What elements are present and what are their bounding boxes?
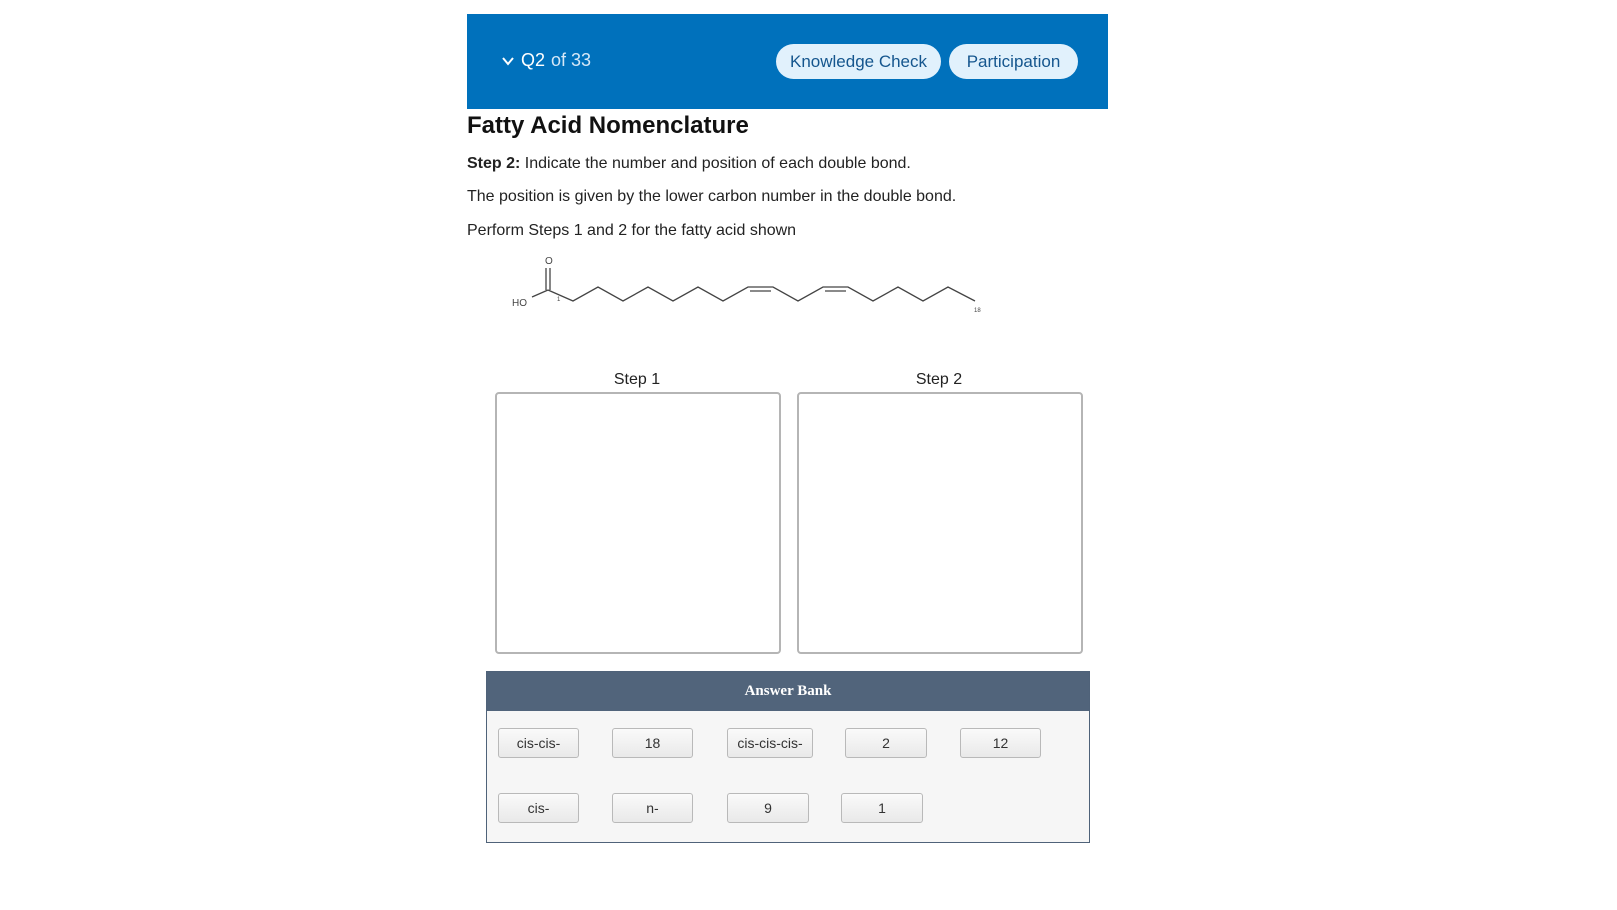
step-2-label: Step 2 xyxy=(915,371,963,388)
answer-bank xyxy=(486,671,1090,843)
fatty-acid-structure xyxy=(500,250,1000,325)
perform-instruction: Perform Steps 1 and 2 for the fatty acid shown xyxy=(467,222,797,239)
answer-chip-cis[interactable]: cis- xyxy=(498,793,579,823)
carbon-1-label: 1 xyxy=(557,297,561,303)
answer-chip-12[interactable]: 12 xyxy=(960,728,1041,758)
step-1-dropzone[interactable] xyxy=(495,392,781,654)
step-2-dropzone[interactable] xyxy=(797,392,1083,654)
answer-bank-title: Answer Bank xyxy=(487,672,1089,711)
step-instruction xyxy=(467,155,911,173)
position-note: The position is given by the lower carbon number in the double bond. xyxy=(467,188,957,205)
step-text: Indicate the number and position of each double bond. xyxy=(520,155,911,172)
answer-chip-9[interactable]: 9 xyxy=(727,793,809,823)
answer-chip-cis-cis-cis[interactable]: cis-cis-cis- xyxy=(727,728,813,758)
question-navigator[interactable] xyxy=(501,50,591,71)
hydroxyl-label: HO xyxy=(512,298,527,309)
carbon-18-label: 18 xyxy=(974,308,981,314)
answer-chip-2[interactable]: 2 xyxy=(845,728,927,758)
question-current: Q2 xyxy=(521,50,546,70)
chevron-down-icon xyxy=(501,54,515,68)
step-1-label: Step 1 xyxy=(613,371,661,388)
participation-button[interactable]: Participation xyxy=(949,44,1078,79)
answer-chip-18[interactable]: 18 xyxy=(612,728,693,758)
answer-chip-cis-cis[interactable]: cis-cis- xyxy=(498,728,579,758)
step-prefix: Step 2: xyxy=(467,155,521,172)
knowledge-check-button[interactable]: Knowledge Check xyxy=(776,44,941,79)
oxygen-label: O xyxy=(545,256,553,267)
question-header xyxy=(467,14,1108,109)
question-total: of 33 xyxy=(551,50,592,70)
answer-chip-1[interactable]: 1 xyxy=(841,793,923,823)
page-title: Fatty Acid Nomenclature xyxy=(467,112,749,139)
answer-chip-n[interactable]: n- xyxy=(612,793,693,823)
